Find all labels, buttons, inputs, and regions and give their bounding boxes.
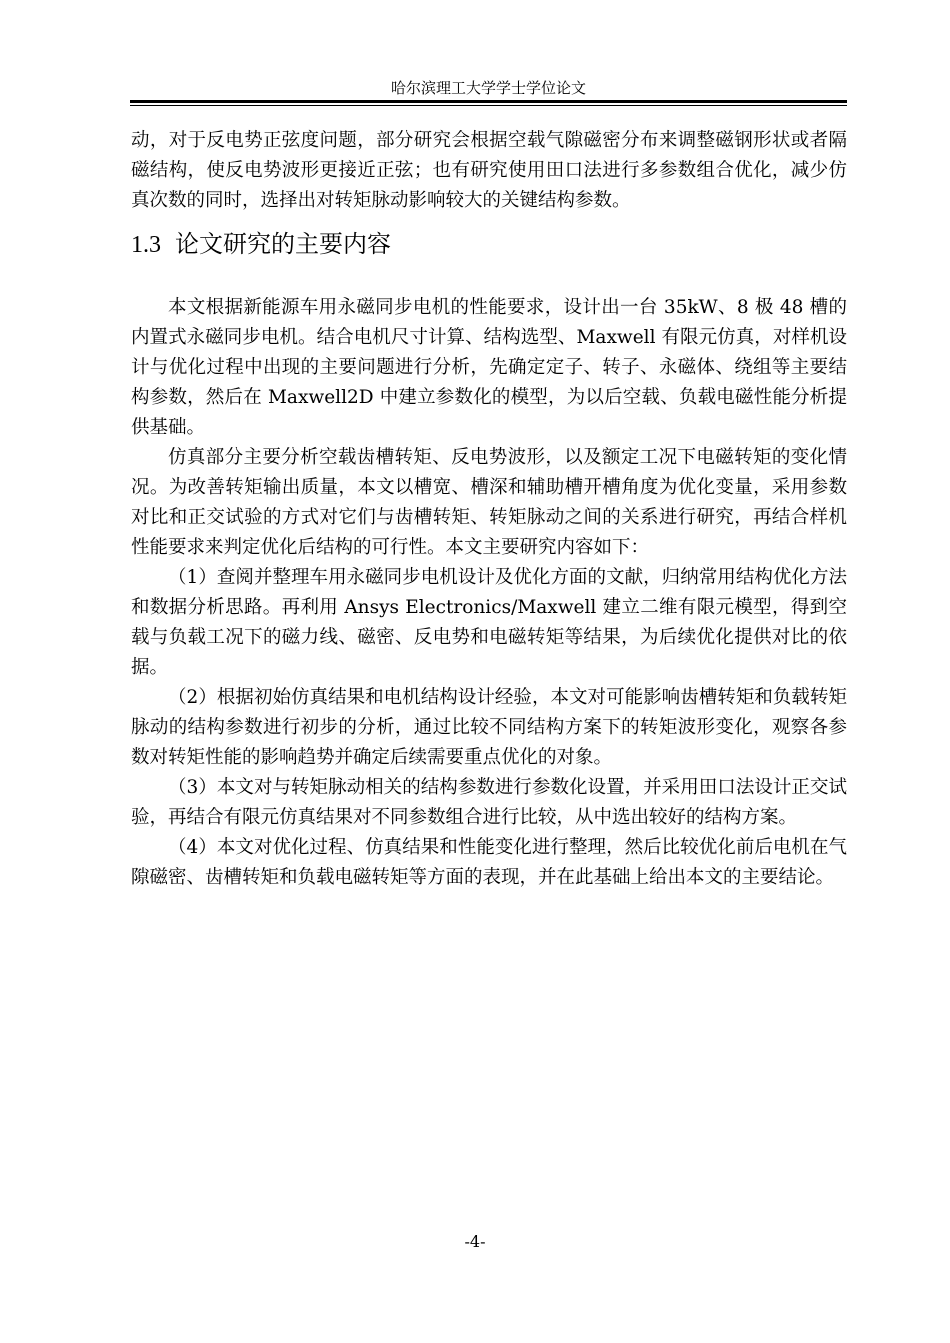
paragraph: 本文根据新能源车用永磁同步电机的性能要求，设计出一台 35kW、8 极 48 槽的内置式永磁同步电机。结合电机尺寸计算、结构选型、Maxwell 有限元仿真，对样机设计与优化过程中出现的主要问题进行分析，先确定定子、转子、永磁体、绕组等主要结构参数，然后在 Maxwell2D 中建立参数化的模型，为以后空载、负载电磁性能分析提供基础。 [131,297,847,438]
list-item-2: （2）根据初始仿真结果和电机结构设计经验，本文对可能影响齿槽转矩和负载转矩脉动的结构参数进行初步的分析，通过比较不同结构方案下的转矩波形变化，观察各参数对转矩性能的影响趋势并确定后续需要重点优化的对象。 [131,687,847,768]
header-rule-thin [130,105,847,106]
section-heading [131,224,847,265]
page-number: -4- [464,1232,486,1251]
body-text [131,126,847,893]
header-rule-thick [130,100,847,103]
continued-paragraph: 动，对于反电势正弦度问题，部分研究会根据空载气隙磁密分布来调整磁钢形状或者隔磁结构，使反电势波形更接近正弦；也有研究使用田口法进行多参数组合优化，减少仿真次数的同时，选择出对转矩脉动影响较大的关键结构参数。 [131,130,847,211]
section-title: 论文研究的主要内容 [175,230,391,258]
list-item-4: （4）本文对优化过程、仿真结果和性能变化进行整理，然后比较优化前后电机在气隙磁密、齿槽转矩和负载电磁转矩等方面的表现，并在此基础上给出本文的主要结论。 [131,837,847,888]
running-header: 哈尔滨理工大学学士学位论文 [390,79,586,97]
paragraph: 仿真部分主要分析空载齿槽转矩、反电势波形，以及额定工况下电磁转矩的变化情况。为改善转矩输出质量，本文以槽宽、槽深和辅助槽开槽角度为优化变量，采用参数对比和正交试验的方式对它们与齿槽转矩、转矩脉动之间的关系进行研究，再结合样机性能要求来判定优化后结构的可行性。本文主要研究内容如下： [131,447,847,558]
list-item-1: （1）查阅并整理车用永磁同步电机设计及优化方面的文献，归纳常用结构优化方法和数据分析思路。再利用 Ansys Electronics/Maxwell 建立二维有限元模型，得到空载与负载工况下的磁力线、磁密、反电势和电磁转矩等结果，为后续优化提供对比的依据。 [131,567,847,678]
section-number: 1.3 [131,232,161,258]
list-item-3: （3）本文对与转矩脉动相关的结构参数进行参数化设置，并采用田口法设计正交试验，再结合有限元仿真结果对不同参数组合进行比较，从中选出较好的结构方案。 [131,777,847,828]
